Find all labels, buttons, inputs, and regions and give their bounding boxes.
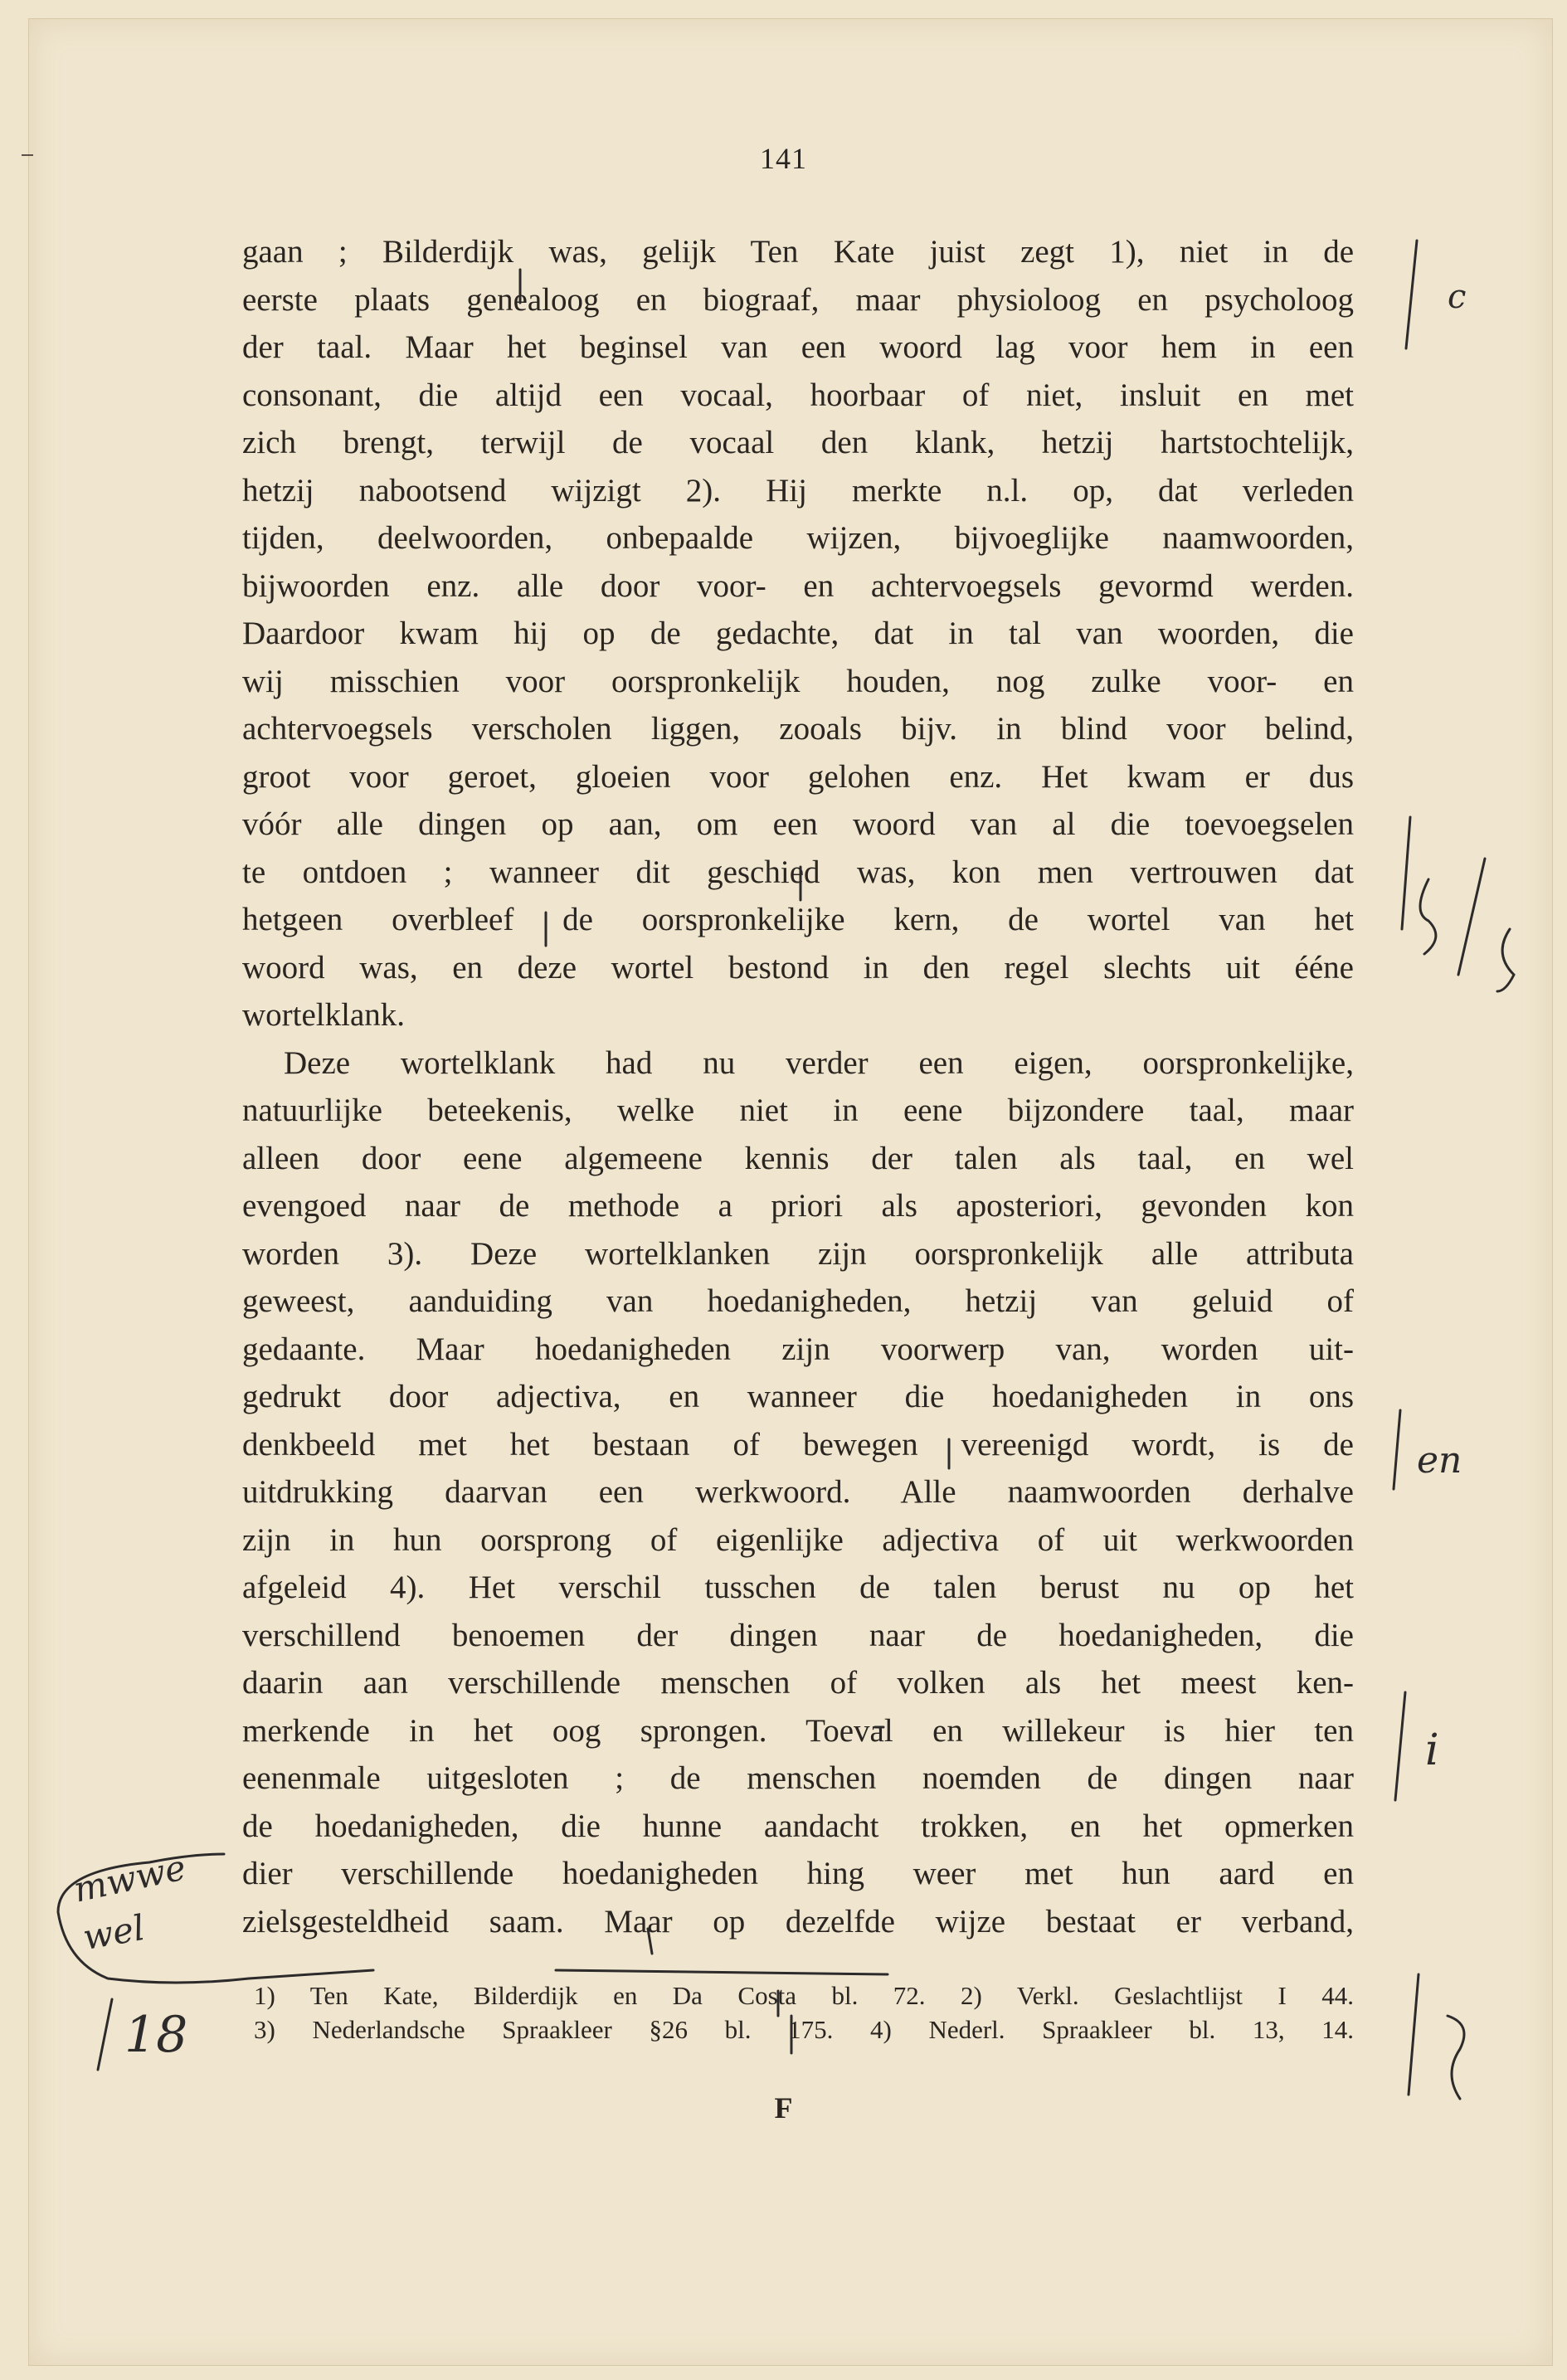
text-line: worden 3). Deze wortelklanken zijn oorspronkelijk alle attributa <box>242 1235 1354 1272</box>
footnote-line: 1) Ten Kate, Bilderdijk en Da Costa bl. 72. 2) Verkl. Geslachtlijst I 44. <box>254 1981 1354 2010</box>
text-line: achtervoegsels verscholen liggen, zooals bijv. in blind voor belind, <box>242 711 1354 747</box>
text-line: alleen door eene algemeene kennis der talen als taal, en wel <box>242 1140 1354 1176</box>
text-line: zijn in hun oorsprong of eigenlijke adjectiva of uit werkwoorden <box>242 1521 1354 1558</box>
text-line: hetzij nabootsend wijzigt 2). Hij merkte n.l. op, dat verleden <box>242 472 1354 509</box>
text-line: dier verschillende hoedanigheden hing weer met hun aard en <box>242 1856 1354 1891</box>
text-line: natuurlijke beteekenis, welke niet in eene bijzondere taal, maar <box>242 1093 1354 1128</box>
text-line: Daardoor kwam hij op de gedachte, dat in tal van woorden, die <box>242 616 1354 651</box>
margin-note-mw-2: wel <box>80 1906 148 1959</box>
signature-mark: F <box>774 2091 793 2124</box>
text-line: bijwoorden enz. alle door voor- en achtervoegsels gevormd werden. <box>242 567 1354 604</box>
text-line: merkende in het oog sprongen. Toeval en willekeur is hier ten <box>242 1712 1354 1749</box>
margin-squiggle <box>1497 929 1514 991</box>
text-line: eerste plaats genealoog en biograaf, maar physioloog en psycholoog <box>242 281 1354 318</box>
margin-slash <box>1394 1410 1400 1489</box>
text-line: gedrukt door adjectiva, en wanneer die hoedanigheden in ons <box>242 1379 1354 1414</box>
text-line: gaan ; Bilderdijk was, gelijk Ten Kate juist zegt 1), niet in de <box>242 234 1354 270</box>
margin-slash <box>1402 817 1410 929</box>
margin-slash <box>98 1999 112 2070</box>
footnote-line: 3) Nederlandsche Spraakleer §26 bl. 175. 4) Nederl. Spraakleer bl. 13, 14. <box>254 2015 1354 2044</box>
text-line: groot voor geroet, gloeien voor gelohen enz. Het kwam er dus <box>242 758 1354 795</box>
text-line: daarin aan verschillende menschen of volken als het meest ken- <box>242 1665 1354 1701</box>
text-line: geweest, aanduiding van hoedanigheden, hetzij van geluid of <box>242 1283 1354 1319</box>
insert-stroke <box>648 1929 652 1954</box>
text-line: gedaante. Maar hoedanigheden zijn voorwerp van, worden uit- <box>242 1331 1354 1367</box>
text-line: te ontdoen ; wanneer dit geschied was, kon men vertrouwen dat <box>242 854 1354 890</box>
margin-slash <box>1458 859 1485 975</box>
text-line: denkbeeld met het bestaan of bewegen vereenigd wordt, is de <box>242 1426 1354 1463</box>
margin-slash <box>1406 241 1417 348</box>
text-line: wortelklank. <box>242 997 406 1033</box>
margin-squiggle <box>1448 2016 1464 2099</box>
paragraph-start-line: Deze wortelklank had nu verder een eigen, oorspronkelijke, <box>284 1044 1354 1081</box>
margin-note-en: en <box>1417 1439 1462 1482</box>
text-line: woord was, en deze wortel bestond in den regel slechts uit ééne <box>242 949 1354 986</box>
text-line: verschillend benoemen der dingen naar de hoedanigheden, die <box>242 1617 1354 1653</box>
text-line: uitdrukking daarvan een werkwoord. Alle naamwoorden derhalve <box>242 1474 1354 1510</box>
margin-squiggle <box>1420 879 1436 954</box>
text-line: consonant, die altijd een vocaal, hoorbaar of niet, insluit en met <box>242 377 1354 413</box>
text-line: wij misschien voor oorspronkelijk houden, nog zulke voor- en <box>242 663 1354 699</box>
page-number: 141 <box>760 142 807 175</box>
margin-note-mw-1: mwwe <box>70 1847 190 1910</box>
text-line: zielsgesteldheid saam. Maar op dezelfde wijze bestaat er verband, <box>242 1903 1354 1940</box>
text-line: hetgeen overbleef de oorspronkelijke kern, de wortel van het <box>242 902 1354 937</box>
text-line: vóór alle dingen op aan, om een woord van al die toevoegselen <box>242 806 1354 842</box>
margin-note-i: i <box>1425 1725 1439 1775</box>
text-line: tijden, deelwoorden, onbepaalde wijzen, bijvoeglijke naamwoorden, <box>242 520 1354 556</box>
margin-note-18: 18 <box>124 2006 188 2064</box>
text-line: eenenmale uitgesloten ; de menschen noemden de dingen naar <box>242 1760 1354 1796</box>
underline-stroke <box>556 1970 888 1974</box>
text-line: afgeleid 4). Het verschil tusschen de talen berust nu op het <box>242 1570 1354 1605</box>
margin-note-c: c <box>1448 278 1467 316</box>
margin-slash <box>1409 1974 1419 2095</box>
text-line: evengoed naar de methode a priori als aposteriori, gevonden kon <box>242 1188 1354 1224</box>
text-line: der taal. Maar het beginsel van een woord lag voor hem in een <box>242 329 1354 365</box>
text-line: de hoedanigheden, die hunne aandacht trokken, en het opmerken <box>242 1808 1354 1844</box>
margin-slash <box>1395 1692 1405 1800</box>
text-line: zich brengt, terwijl de vocaal den klank, hetzij hartstochtelijk, <box>242 425 1354 460</box>
